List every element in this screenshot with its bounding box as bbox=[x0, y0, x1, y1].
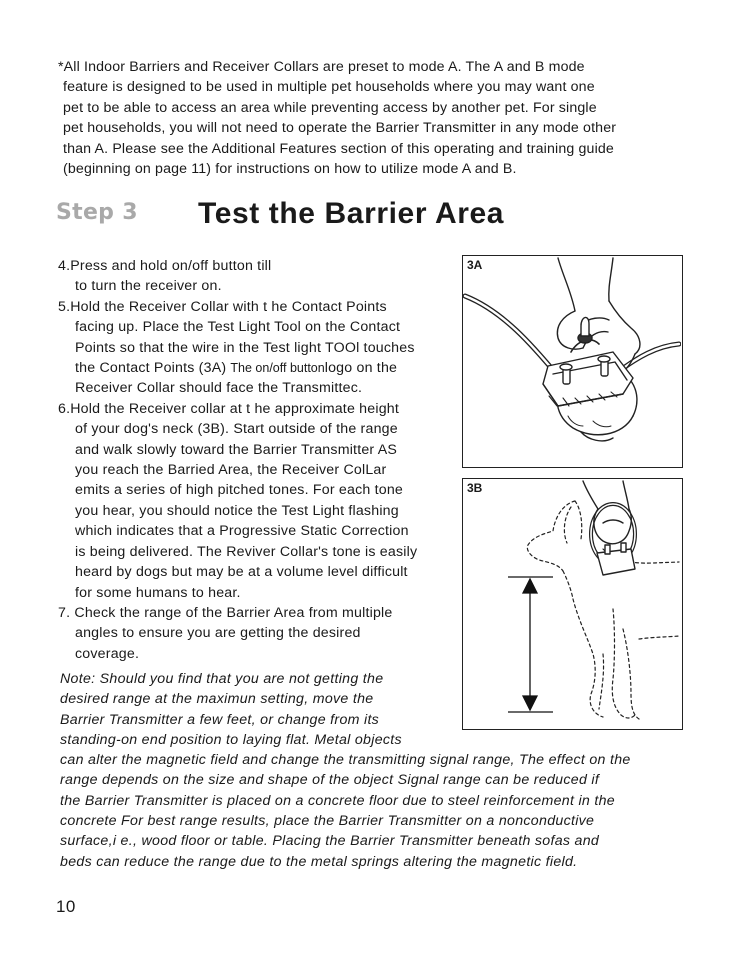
step-5-text: the Contact Points (3A) bbox=[75, 360, 231, 377]
figure-3a bbox=[462, 255, 683, 468]
step-6-line: of your dog's neck (3B). Start outside of the range bbox=[75, 421, 398, 438]
on-off-button-text: The on/off button bbox=[230, 361, 325, 376]
step-7-line: angles to ensure you are getting the desired bbox=[75, 625, 361, 642]
step-6-line: you reach the Barried Area, the Receiver ColLar bbox=[75, 462, 387, 479]
note-line: desired range at the maximun setting, move the bbox=[60, 691, 374, 708]
note-line: Barrier Transmitter a few feet, or change from its bbox=[60, 711, 380, 728]
intro-line: *All Indoor Barriers and Receiver Collars are preset to mode A. The A and B mode bbox=[58, 59, 585, 75]
note-line: concrete For best range results, place the Barrier Transmitter on a nonconductive bbox=[60, 813, 595, 830]
intro-line: pet households, you will not need to operate the Barrier Transmitter in any mode other bbox=[63, 120, 617, 137]
step-6-line: which indicates that a Progressive Static Correction bbox=[75, 523, 409, 540]
step-5-line: Receiver Collar should face the Transmittec. bbox=[75, 380, 363, 397]
intro-line: (beginning on page 11) for instructions on how to utilize mode A and B. bbox=[63, 161, 517, 178]
figure-3a-label: 3A bbox=[467, 258, 483, 272]
step-6-line: heard by dogs but may be at a volume level difficult bbox=[75, 564, 408, 581]
step-7-line: coverage. bbox=[75, 645, 140, 662]
note-line: Note: Should you find that you are not getting the bbox=[60, 671, 384, 687]
note-line: range depends on the size and shape of the object Signal range can be reduced if bbox=[60, 772, 600, 789]
page-title: Test the Barrier Area bbox=[198, 197, 505, 230]
step-6-line: is being delivered. The Reviver Collar's tone is easily bbox=[75, 543, 418, 560]
note-line: beds can reduce the range due to the metal springs altering the magnetic field. bbox=[60, 853, 578, 870]
step-6-line: emits a series of high pitched tones. For each tone bbox=[75, 482, 404, 499]
intro-paragraph bbox=[58, 57, 698, 179]
step-label: Step 3 bbox=[56, 200, 138, 225]
step-6-line: for some humans to hear. bbox=[75, 584, 241, 601]
step-6-line: 6.Hold the Receiver collar at t he approximate height bbox=[58, 400, 400, 417]
instruction-steps bbox=[58, 256, 458, 664]
step-5-line bbox=[58, 358, 458, 378]
page-number: 10 bbox=[56, 897, 76, 916]
step-5-line: facing up. Place the Test Light Tool on the Contact bbox=[75, 319, 401, 336]
note-line: the Barrier Transmitter is placed on a concrete floor due to steel reinforcement in the bbox=[60, 792, 615, 809]
step-6-line: you hear, you should notice the Test Light flashing bbox=[75, 502, 399, 519]
step-5-line: 5.Hold the Receiver Collar with t he Contact Points bbox=[58, 298, 387, 315]
step-5-line: Points so that the wire in the Test light TOOl touches bbox=[75, 339, 415, 356]
step-7-line: 7. Check the range of the Barrier Area from multiple bbox=[58, 604, 393, 621]
note-paragraph bbox=[60, 669, 720, 872]
intro-line: feature is designed to be used in multiple pet households where you may want one bbox=[63, 79, 595, 96]
intro-line: pet to be able to access an area while preventing access by another pet. For single bbox=[63, 99, 597, 116]
step-4-line: 4.Press and hold on/off button till bbox=[58, 258, 272, 274]
step-5-text: logo on the bbox=[324, 360, 398, 377]
figure-3b-label: 3B bbox=[467, 481, 483, 495]
note-line: can alter the magnetic field and change the transmitting signal range, The effect on the bbox=[60, 752, 631, 769]
hand-collar-illustration bbox=[463, 256, 681, 466]
step-6-line: and walk slowly toward the Barrier Transmitter AS bbox=[75, 441, 398, 458]
intro-line: than A. Please see the Additional Features section of this operating and training guide bbox=[63, 140, 614, 157]
step-4-line: to turn the receiver on. bbox=[75, 278, 222, 295]
note-line: standing-on end position to laying flat. Metal objects bbox=[60, 731, 402, 748]
note-line: surface,i e., wood floor or table. Placing the Barrier Transmitter beneath sofas and bbox=[60, 833, 600, 850]
